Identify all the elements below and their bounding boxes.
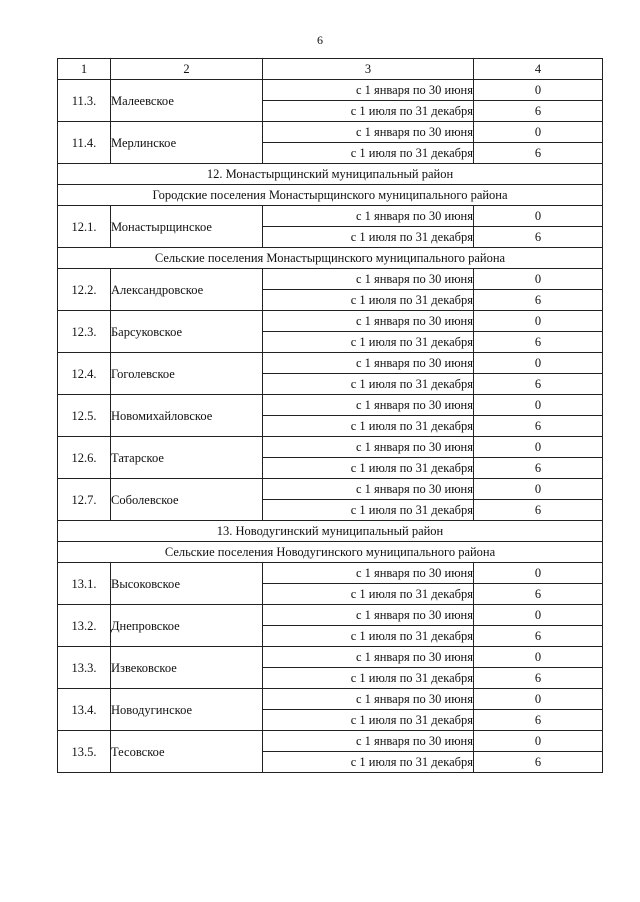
period-cell: с 1 июля по 31 декабря (263, 227, 474, 248)
table-row (58, 353, 603, 374)
section-row (58, 521, 603, 542)
period-cell: с 1 января по 30 июня (263, 269, 474, 290)
period-cell: с 1 июля по 31 декабря (263, 290, 474, 311)
settlement-name: Монастырщинское (111, 206, 263, 248)
table-row (58, 689, 603, 710)
value-cell: 6 (474, 227, 603, 248)
settlement-name: Мерлинское (111, 122, 263, 164)
period-cell: с 1 июля по 31 декабря (263, 500, 474, 521)
period-cell: с 1 января по 30 июня (263, 395, 474, 416)
row-number: 12.2. (58, 269, 111, 311)
value-cell: 0 (474, 647, 603, 668)
value-cell: 0 (474, 689, 603, 710)
row-number: 12.5. (58, 395, 111, 437)
settlement-name: Соболевское (111, 479, 263, 521)
table-row (58, 122, 603, 143)
period-cell: с 1 января по 30 июня (263, 605, 474, 626)
row-number: 12.3. (58, 311, 111, 353)
value-cell: 6 (474, 710, 603, 731)
value-cell: 0 (474, 269, 603, 290)
table-row (58, 437, 603, 458)
period-cell: с 1 июля по 31 декабря (263, 668, 474, 689)
period-cell: с 1 июля по 31 декабря (263, 101, 474, 122)
row-number: 13.2. (58, 605, 111, 647)
header-col-1: 1 (58, 59, 111, 80)
row-number: 13.5. (58, 731, 111, 773)
value-cell: 6 (474, 752, 603, 773)
settlement-name: Гоголевское (111, 353, 263, 395)
period-cell: с 1 июля по 31 декабря (263, 143, 474, 164)
value-cell: 6 (474, 332, 603, 353)
value-cell: 0 (474, 80, 603, 101)
value-cell: 6 (474, 626, 603, 647)
value-cell: 6 (474, 290, 603, 311)
period-cell: с 1 июля по 31 декабря (263, 710, 474, 731)
section-heading: 13. Новодугинский муниципальный район (58, 521, 603, 542)
period-cell: с 1 июля по 31 декабря (263, 458, 474, 479)
settlement-name: Тесовское (111, 731, 263, 773)
section-heading: Сельские поселения Монастырщинского муниципального района (58, 248, 603, 269)
period-cell: с 1 января по 30 июня (263, 689, 474, 710)
row-number: 13.1. (58, 563, 111, 605)
row-number: 13.4. (58, 689, 111, 731)
header-col-3: 3 (263, 59, 474, 80)
section-heading: Сельские поселения Новодугинского муниципального района (58, 542, 603, 563)
section-row (58, 185, 603, 206)
period-cell: с 1 января по 30 июня (263, 647, 474, 668)
row-number: 11.4. (58, 122, 111, 164)
section-row (58, 248, 603, 269)
period-cell: с 1 июля по 31 декабря (263, 416, 474, 437)
section-row (58, 164, 603, 185)
value-cell: 0 (474, 437, 603, 458)
period-cell: с 1 января по 30 июня (263, 206, 474, 227)
table-row (58, 269, 603, 290)
settlement-name: Днепровское (111, 605, 263, 647)
settlement-name: Высоковское (111, 563, 263, 605)
table-row (58, 647, 603, 668)
settlement-name: Малеевское (111, 80, 263, 122)
value-cell: 6 (474, 374, 603, 395)
value-cell: 6 (474, 143, 603, 164)
period-cell: с 1 июля по 31 декабря (263, 374, 474, 395)
row-number: 12.6. (58, 437, 111, 479)
header-col-2: 2 (111, 59, 263, 80)
period-cell: с 1 июля по 31 декабря (263, 626, 474, 647)
row-number: 12.1. (58, 206, 111, 248)
period-cell: с 1 января по 30 июня (263, 122, 474, 143)
row-number: 13.3. (58, 647, 111, 689)
period-cell: с 1 января по 30 июня (263, 80, 474, 101)
page-number: 6 (317, 33, 323, 47)
settlement-name: Извековское (111, 647, 263, 689)
value-cell: 0 (474, 479, 603, 500)
value-cell: 0 (474, 122, 603, 143)
period-cell: с 1 июля по 31 декабря (263, 332, 474, 353)
row-number: 11.3. (58, 80, 111, 122)
section-heading: Городские поселения Монастырщинского муниципального района (58, 185, 603, 206)
table-row (58, 479, 603, 500)
value-cell: 0 (474, 395, 603, 416)
period-cell: с 1 января по 30 июня (263, 731, 474, 752)
table-row (58, 206, 603, 227)
period-cell: с 1 июля по 31 декабря (263, 752, 474, 773)
table-row (58, 563, 603, 584)
settlement-table (57, 58, 603, 773)
period-cell: с 1 января по 30 июня (263, 563, 474, 584)
value-cell: 0 (474, 563, 603, 584)
value-cell: 6 (474, 500, 603, 521)
value-cell: 0 (474, 605, 603, 626)
table-row (58, 731, 603, 752)
period-cell: с 1 января по 30 июня (263, 353, 474, 374)
section-row (58, 542, 603, 563)
row-number: 12.7. (58, 479, 111, 521)
header-col-4: 4 (474, 59, 603, 80)
settlement-name: Александровское (111, 269, 263, 311)
table-body (58, 59, 603, 773)
settlement-name: Новомихайловское (111, 395, 263, 437)
value-cell: 0 (474, 311, 603, 332)
value-cell: 0 (474, 206, 603, 227)
period-cell: с 1 января по 30 июня (263, 479, 474, 500)
value-cell: 0 (474, 731, 603, 752)
value-cell: 6 (474, 416, 603, 437)
value-cell: 6 (474, 584, 603, 605)
settlement-name: Барсуковское (111, 311, 263, 353)
table-row (58, 605, 603, 626)
header-row (58, 59, 603, 80)
period-cell: с 1 июля по 31 декабря (263, 584, 474, 605)
row-number: 12.4. (58, 353, 111, 395)
period-cell: с 1 января по 30 июня (263, 437, 474, 458)
value-cell: 0 (474, 353, 603, 374)
section-heading: 12. Монастырщинский муниципальный район (58, 164, 603, 185)
table-row (58, 80, 603, 101)
value-cell: 6 (474, 458, 603, 479)
settlement-name: Новодугинское (111, 689, 263, 731)
value-cell: 6 (474, 101, 603, 122)
settlement-name: Татарское (111, 437, 263, 479)
table-row (58, 311, 603, 332)
table-row (58, 395, 603, 416)
period-cell: с 1 января по 30 июня (263, 311, 474, 332)
value-cell: 6 (474, 668, 603, 689)
